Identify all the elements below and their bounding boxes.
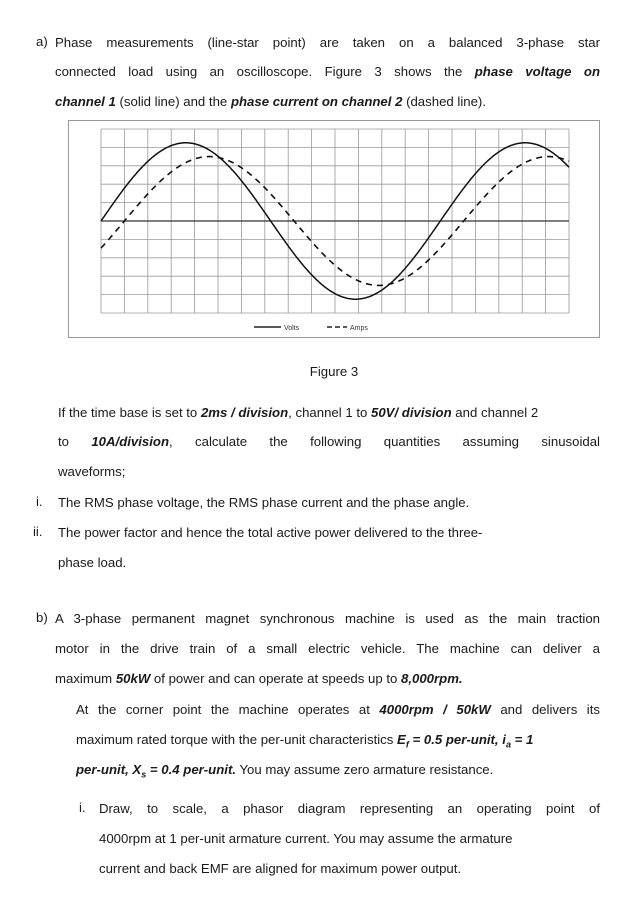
legend-amps-label: Amps — [350, 325, 368, 332]
part-a-line-2: connected load using an oscilloscope. Figure 3 shows the phase voltage on — [55, 64, 600, 79]
part-b-question-i-line-1: Draw, to scale, a phasor diagram representing an operating point of — [99, 801, 600, 816]
question-ii-text: The power factor and hence the total active power delivered to the three- — [58, 525, 483, 540]
part-b-line-4: At the corner point the machine operates at 4000rpm / 50kW and delivers its — [76, 702, 600, 717]
part-a-line-1: Phase measurements (line-star point) are taken on a balanced 3-phase star — [55, 35, 600, 50]
grid — [101, 129, 569, 313]
question-i-number: i. — [36, 494, 43, 509]
part-b-line-1: A 3-phase permanent magnet synchronous machine is used as the main traction — [55, 611, 600, 626]
part-b-line-2: motor in the drive train of a small electric vehicle. The machine can deliver a — [55, 641, 600, 656]
oscilloscope-figure — [68, 120, 600, 338]
legend-volts-label: Volts — [284, 325, 300, 332]
settings-line-2: to 10A/division, calculate the following quantities assuming sinusoidal — [58, 434, 600, 449]
waveform-plot — [69, 121, 599, 337]
question-ii-continuation: phase load. — [58, 555, 127, 570]
figure-caption: Figure 3 — [309, 364, 359, 379]
part-a-line-3: channel 1 (solid line) and the phase current on channel 2 (dashed line). — [55, 94, 486, 109]
part-b-line-5: maximum rated torque with the per-unit characteristics $E_f = 0.5$ per-unit, $i_a = 1$ — [76, 732, 534, 750]
part-a-label: a) — [36, 34, 48, 49]
part-b-question-i-line-2: 4000rpm at 1 per-unit armature current. You may assume the armature — [99, 831, 513, 846]
settings-line-3: waveforms; — [58, 464, 126, 479]
question-i-text: The RMS phase voltage, the RMS phase current and the phase angle. — [58, 495, 470, 510]
part-b-question-i-line-3: current and back EMF are aligned for maximum power output. — [99, 861, 462, 876]
legend — [254, 325, 368, 332]
part-b-label: b) — [36, 610, 48, 625]
settings-line-1: If the time base is set to 2ms / division, channel 1 to 50V/ division and channel 2 — [58, 405, 539, 420]
part-b-line-6: per-unit, $X_s = 0.4$ per-unit. You may assume zero armature resistance. — [76, 762, 494, 780]
part-b-question-i-number: i. — [79, 800, 86, 815]
question-ii-number: ii. — [33, 524, 43, 539]
part-b-line-3: maximum 50kW of power and can operate at speeds up to 8,000rpm. — [55, 671, 463, 686]
